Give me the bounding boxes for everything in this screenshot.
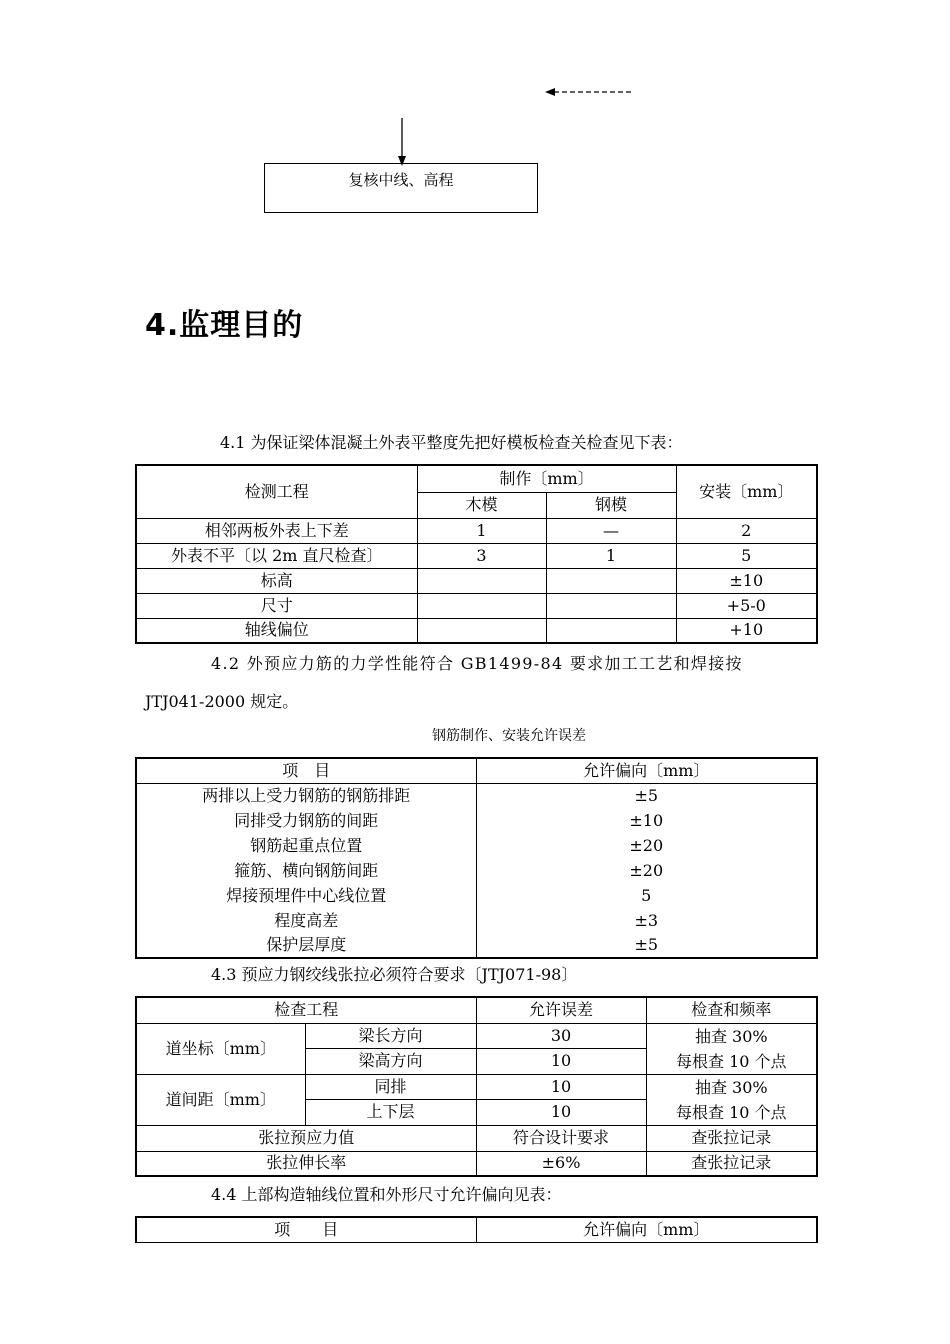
header-deviation: 允许偏向〔mm〕 xyxy=(476,1217,817,1242)
table-row xyxy=(136,858,817,883)
cell-deviation: ±3 xyxy=(476,908,817,933)
cell-deviation: ±20 xyxy=(476,858,817,883)
table-row xyxy=(136,568,817,593)
cell-item: 同排受力钢筋的间距 xyxy=(136,808,476,833)
table-row xyxy=(136,883,817,908)
frequency-line: 每根查 10 个点 xyxy=(675,1102,787,1122)
table-row xyxy=(136,933,817,958)
table-row xyxy=(136,908,817,933)
cell-frequency: 查张拉记录 xyxy=(646,1151,817,1176)
cell-item: 轴线偏位 xyxy=(136,618,417,643)
cell-wood xyxy=(417,618,546,643)
cell-item: 程度高差 xyxy=(136,908,476,933)
cell-error: ±6% xyxy=(476,1151,646,1176)
cell-item: 梁长方向 xyxy=(305,1023,476,1049)
tendon-check-table xyxy=(135,996,818,1177)
cell-steel xyxy=(546,568,676,593)
cell-steel xyxy=(546,618,676,643)
cell-error: 符合设计要求 xyxy=(476,1125,646,1151)
cell-error: 30 xyxy=(476,1023,646,1049)
frequency-line: 每根查 10 个点 xyxy=(675,1051,787,1071)
cell-item: 外表不平〔以 2m 直尺检查〕 xyxy=(136,543,417,568)
left-arrow-icon xyxy=(545,88,555,96)
header-deviation: 允许偏向〔mm〕 xyxy=(476,758,817,783)
paragraph-4-1: 4.1 为保证梁体混凝土外表平整度先把好模板检查关检查见下表： xyxy=(220,433,683,452)
section-heading: 4.监理目的 xyxy=(145,308,304,343)
cell-install: 5 xyxy=(676,543,817,568)
table-row xyxy=(136,1023,817,1049)
cell-item: 相邻两板外表上下差 xyxy=(136,518,417,543)
cell-install: 2 xyxy=(676,518,817,543)
cell-item: 同排 xyxy=(305,1074,476,1100)
cell-item: 标高 xyxy=(136,568,417,593)
paragraph-4-4: 4.4 上部构造轴线位置和外形尺寸允许偏向见表： xyxy=(211,1185,562,1204)
cell-item: 上下层 xyxy=(305,1100,476,1126)
paragraph-4-3: 4.3 预应力钢绞线张拉必须符合要求〔JTJ071-98〕 xyxy=(211,965,578,984)
cell-install: +5-0 xyxy=(676,593,817,618)
table-row xyxy=(136,833,817,858)
group-label: 道间距〔mm〕 xyxy=(136,1074,305,1125)
header-error: 允许误差 xyxy=(476,997,646,1023)
cell-steel: — xyxy=(546,518,676,543)
header-item: 检测工程 xyxy=(136,465,417,518)
table-row xyxy=(136,543,817,568)
cell-frequency xyxy=(646,1023,817,1074)
cell-deviation: ±20 xyxy=(476,833,817,858)
cell-error: 10 xyxy=(476,1100,646,1126)
cell-wood: 3 xyxy=(417,543,546,568)
group-label: 道坐标〔mm〕 xyxy=(136,1023,305,1074)
header-item: 项 目 xyxy=(136,1217,476,1242)
cell-deviation: ±5 xyxy=(476,933,817,958)
flowchart-box xyxy=(264,163,538,213)
table-row xyxy=(136,518,817,543)
paragraph-4-2-line1: 4.2 外预应力筋的力学性能符合 GB1499-84 要求加工工艺和焊接按 xyxy=(211,654,743,673)
cell-steel xyxy=(546,593,676,618)
cell-item: 两排以上受力钢筋的钢筋排距 xyxy=(136,783,476,808)
header-install: 安装〔mm〕 xyxy=(676,465,817,518)
cell-wood xyxy=(417,568,546,593)
table-row xyxy=(136,1074,817,1100)
rebar-tolerance-table xyxy=(135,757,818,959)
table-row xyxy=(136,1151,817,1176)
cell-error: 10 xyxy=(476,1074,646,1100)
cell-install: +10 xyxy=(676,618,817,643)
table-row xyxy=(136,618,817,643)
header-steel: 钢模 xyxy=(546,492,676,518)
cell-frequency xyxy=(646,1074,817,1125)
frequency-line: 抽查 30% xyxy=(694,1026,768,1046)
paragraph-4-2-line2: JTJ041-2000 规定。 xyxy=(145,692,299,711)
cell-item: 箍筋、横向钢筋间距 xyxy=(136,858,476,883)
formwork-tolerance-table xyxy=(135,464,818,644)
table-row xyxy=(136,808,817,833)
frequency-line: 抽查 30% xyxy=(694,1077,768,1097)
cell-item: 钢筋起重点位置 xyxy=(136,833,476,858)
header-item: 检查工程 xyxy=(136,997,476,1023)
cell-install: ±10 xyxy=(676,568,817,593)
flowchart-box-label: 复核中线、高程 xyxy=(348,171,454,189)
header-wood: 木模 xyxy=(417,492,546,518)
cell-deviation: 5 xyxy=(476,883,817,908)
cell-error: 10 xyxy=(476,1049,646,1075)
cell-item: 尺寸 xyxy=(136,593,417,618)
table2-caption: 钢筋制作、安装允许误差 xyxy=(432,728,586,744)
cell-item: 保护层厚度 xyxy=(136,933,476,958)
header-make: 制作〔mm〕 xyxy=(417,465,676,492)
cell-wood: 1 xyxy=(417,518,546,543)
cell-deviation: ±10 xyxy=(476,808,817,833)
cell-item: 焊接预埋件中心线位置 xyxy=(136,883,476,908)
superstructure-tolerance-table xyxy=(135,1216,818,1243)
cell-item: 梁高方向 xyxy=(305,1049,476,1075)
cell-item: 张拉伸长率 xyxy=(136,1151,476,1176)
cell-item: 张拉预应力值 xyxy=(136,1125,476,1151)
header-frequency: 检查和频率 xyxy=(646,997,817,1023)
table-row xyxy=(136,593,817,618)
table-row xyxy=(136,1125,817,1151)
cell-steel: 1 xyxy=(546,543,676,568)
cell-wood xyxy=(417,593,546,618)
cell-frequency: 查张拉记录 xyxy=(646,1125,817,1151)
table-row xyxy=(136,783,817,808)
cell-deviation: ±5 xyxy=(476,783,817,808)
header-item: 项 目 xyxy=(136,758,476,783)
